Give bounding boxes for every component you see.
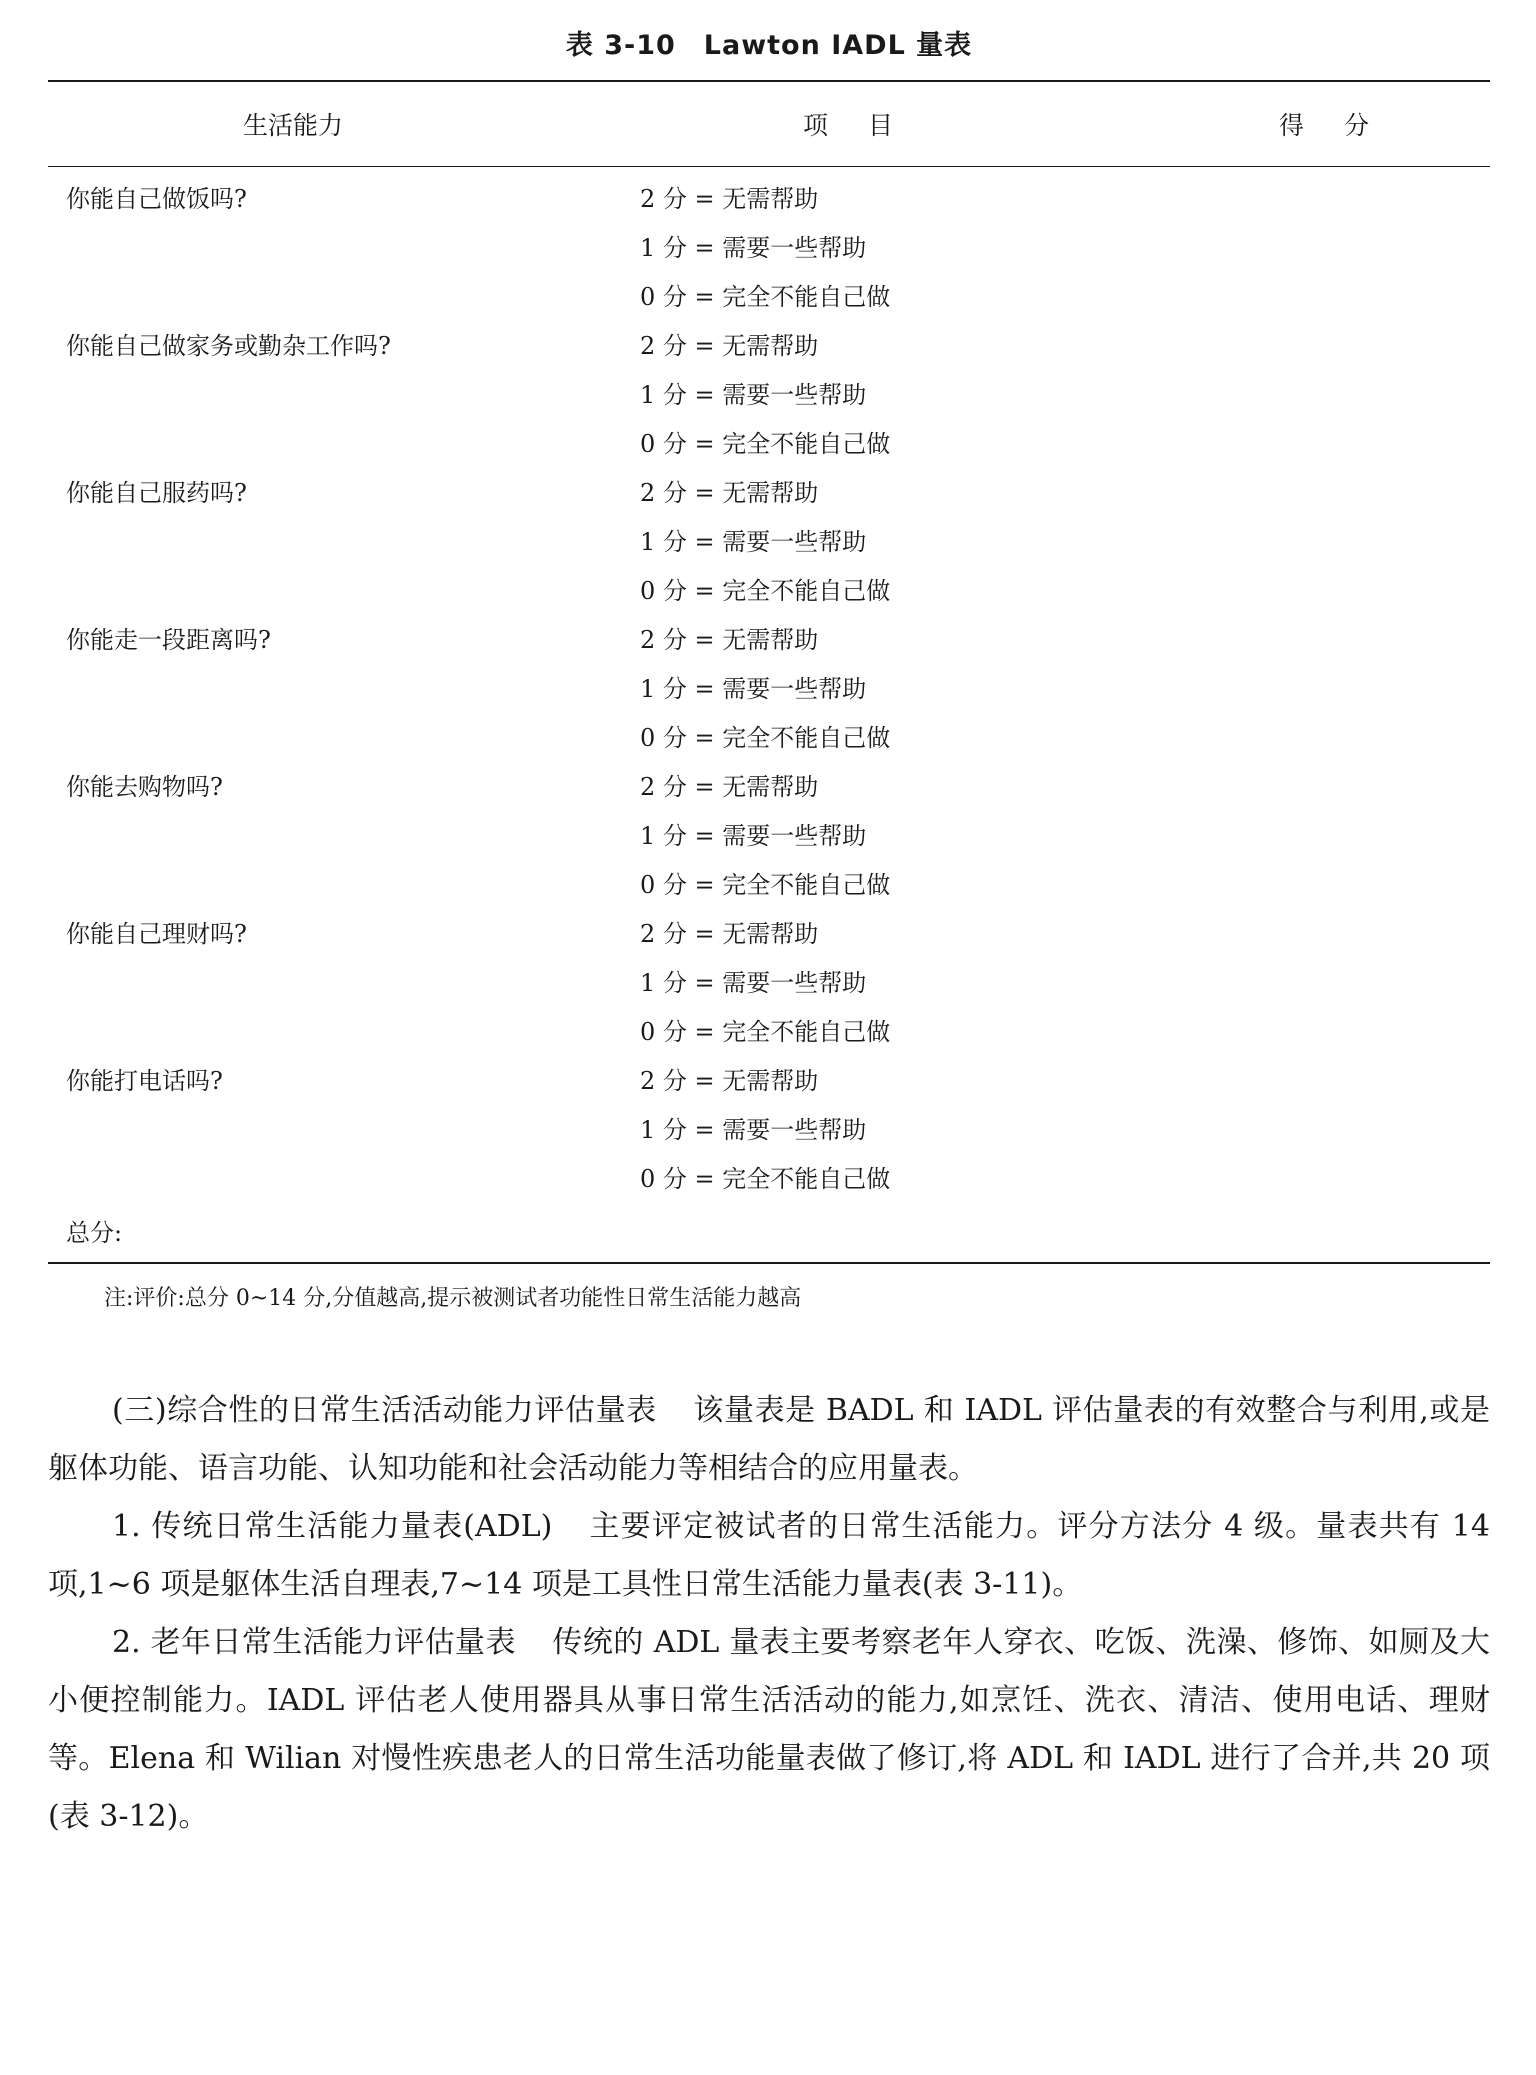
option-item: 1 分 = 需要一些帮助 xyxy=(640,381,867,409)
paragraph-1-heading: (三)综合性的日常生活活动能力评估量表 xyxy=(112,1393,657,1428)
option-item: 0 分 = 完全不能自己做 xyxy=(640,1165,891,1193)
option-item: 2 分 = 无需帮助 xyxy=(640,626,819,654)
option-item: 1 分 = 需要一些帮助 xyxy=(640,1116,867,1144)
option-item: 0 分 = 完全不能自己做 xyxy=(640,871,891,899)
paragraph-3-heading: 2. 老年日常生活能力评估量表 xyxy=(112,1625,516,1660)
table-row xyxy=(48,469,1490,616)
paragraph-3 xyxy=(48,1614,1490,1846)
document-page xyxy=(48,0,1490,1846)
row-score-cell xyxy=(1140,763,1490,910)
option-item: 2 分 = 无需帮助 xyxy=(640,773,819,801)
row-question: 你能自己做家务或勤杂工作吗? xyxy=(66,332,391,360)
option-item: 0 分 = 完全不能自己做 xyxy=(640,724,891,752)
row-score-cell xyxy=(1140,322,1490,469)
paragraph-3-text: 传统的 ADL 量表主要考察老年人穿衣、吃饭、洗澡、修饰、如厕及大小便控制能力。IADL 评估老人使用器具从事日常生活活动的能力,如烹饪、洗衣、清洁、使用电话、理财等。Elena 和 Wilian 对慢性疾患老人的日常生活功能量表做了修订,将 ADL 和 IADL 进行了合并,共 20 项(表 3-12)。 xyxy=(48,1625,1490,1834)
table-total-label: 总分: xyxy=(66,1219,123,1247)
row-question: 你能走一段距离吗? xyxy=(66,626,271,654)
row-options xyxy=(640,469,1140,616)
table-row xyxy=(48,910,1490,1057)
row-question: 你能打电话吗? xyxy=(66,1067,223,1095)
table-bottom-rule xyxy=(48,1262,1490,1264)
option-item: 2 分 = 无需帮助 xyxy=(640,185,819,213)
paragraph-1 xyxy=(48,1382,1490,1498)
row-options xyxy=(640,1057,1140,1204)
row-options xyxy=(640,910,1140,1057)
header-score: 得分 xyxy=(1278,111,1409,140)
option-item: 1 分 = 需要一些帮助 xyxy=(640,969,867,997)
row-options xyxy=(640,322,1140,469)
option-item: 1 分 = 需要一些帮助 xyxy=(640,675,867,703)
table-row xyxy=(48,175,1490,322)
row-question: 你能去购物吗? xyxy=(66,773,223,801)
table-row xyxy=(48,1057,1490,1204)
row-question: 你能自己做饭吗? xyxy=(66,185,247,213)
row-score-cell xyxy=(1140,1057,1490,1204)
table-row xyxy=(48,763,1490,910)
option-item: 0 分 = 完全不能自己做 xyxy=(640,577,891,605)
option-item: 0 分 = 完全不能自己做 xyxy=(640,430,891,458)
header-items: 项目 xyxy=(802,111,933,140)
option-item: 2 分 = 无需帮助 xyxy=(640,1067,819,1095)
option-item: 2 分 = 无需帮助 xyxy=(640,479,819,507)
header-life-ability: 生活能力 xyxy=(242,111,343,140)
option-item: 1 分 = 需要一些帮助 xyxy=(640,234,867,262)
row-score-cell xyxy=(1140,469,1490,616)
row-question: 你能自己理财吗? xyxy=(66,920,247,948)
option-item: 1 分 = 需要一些帮助 xyxy=(640,528,867,556)
paragraph-2 xyxy=(48,1498,1490,1614)
table-header xyxy=(48,82,1490,166)
row-options xyxy=(640,616,1140,763)
row-question: 你能自己服药吗? xyxy=(66,479,247,507)
table-body xyxy=(48,167,1490,1204)
option-item: 0 分 = 完全不能自己做 xyxy=(640,1018,891,1046)
row-score-cell xyxy=(1140,910,1490,1057)
table-caption: 表 3-10 Lawton IADL 量表 xyxy=(565,30,973,61)
row-score-cell xyxy=(1140,616,1490,763)
paragraph-2-heading: 1. 传统日常生活能力量表(ADL) xyxy=(112,1509,553,1544)
body-text xyxy=(48,1382,1490,1846)
option-item: 2 分 = 无需帮助 xyxy=(640,920,819,948)
table-note: 注:评价:总分 0~14 分,分值越高,提示被测试者功能性日常生活能力越高 xyxy=(104,1286,802,1311)
option-item: 1 分 = 需要一些帮助 xyxy=(640,822,867,850)
paragraph-1-text: 该量表是 BADL 和 IADL 评估量表的有效整合与利用,或是躯体功能、语言功能、认知功能和社会活动能力等相结合的应用量表。 xyxy=(48,1393,1490,1486)
option-item: 0 分 = 完全不能自己做 xyxy=(640,283,891,311)
option-item: 2 分 = 无需帮助 xyxy=(640,332,819,360)
row-options xyxy=(640,175,1140,322)
row-score-cell xyxy=(1140,175,1490,322)
row-options xyxy=(640,763,1140,910)
table-row xyxy=(48,322,1490,469)
paragraph-2-text: 主要评定被试者的日常生活能力。评分方法分 4 级。量表共有 14 项,1~6 项是躯体生活自理表,7~14 项是工具性日常生活能力量表(表 3-11)。 xyxy=(48,1509,1490,1602)
table-row xyxy=(48,616,1490,763)
